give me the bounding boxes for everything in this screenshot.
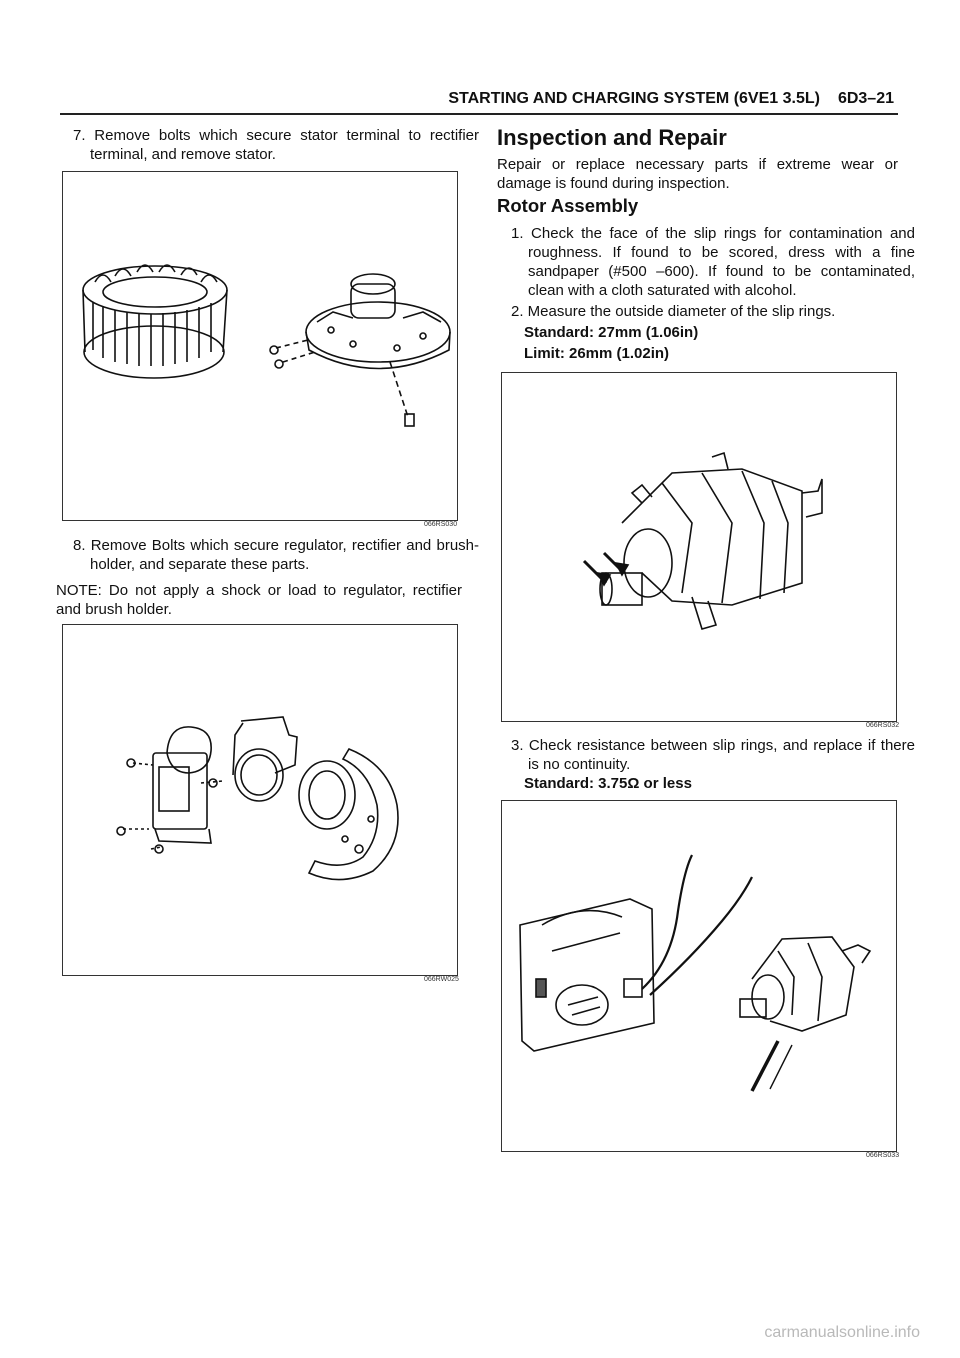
meter-illustration — [502, 801, 896, 1151]
section-number: 6D3–21 — [837, 90, 894, 107]
regulator-illustration — [63, 625, 457, 975]
rotor-illustration — [502, 373, 896, 721]
subheading-rotor: Rotor Assembly — [497, 195, 639, 216]
header-title: STARTING AND CHARGING SYSTEM (6VE1 3.5L) — [448, 90, 820, 107]
figure-stator-removal — [62, 171, 458, 521]
page-header — [448, 90, 894, 108]
step-8-text: 8. Remove Bolts which secure regulator, rectifier and brush-holder, and separate these parts. — [73, 537, 479, 573]
section-heading: Inspection and Repair — [497, 125, 727, 150]
figure-2-code: 066RW025 — [424, 976, 459, 983]
figure-1-code: 066RS030 — [424, 521, 458, 528]
figure-continuity-test — [501, 800, 897, 1152]
note-text: NOTE: Do not apply a shock or load to regulator, rectifier and brush holder. — [56, 582, 462, 618]
step-3-text: 3. Check resistance between slip rings, and replace if there is no continuity. — [511, 737, 915, 773]
step-1-text: 1. Check the face of the slip rings for contamination and roughness. If found to be scored, dress with a fine sandpaper (#500 –600). If found to be contaminated, clean with a cloth saturated with alcohol. — [511, 225, 915, 299]
standard-resistance: Standard: 3.75Ω or less — [524, 775, 692, 792]
stator-illustration — [63, 172, 457, 520]
header-rule — [60, 113, 898, 115]
figure-regulator-separation — [62, 624, 458, 976]
figure-4-code: 066RS033 — [866, 1152, 900, 1159]
watermark-text: carmanualsonline.info — [764, 1324, 920, 1341]
limit-diameter: Limit: 26mm (1.02in) — [524, 345, 670, 362]
figure-slip-ring-measure — [501, 372, 897, 722]
figure-3-code: 066RS032 — [866, 722, 900, 729]
step-2-text: 2. Measure the outside diameter of the slip rings. — [511, 303, 836, 320]
step-7-text: 7. Remove bolts which secure stator terminal to rectifier terminal, and remove stator. — [73, 127, 479, 163]
standard-diameter: Standard: 27mm (1.06in) — [524, 324, 699, 341]
intro-text: Repair or replace necessary parts if extreme wear or damage is found during inspection. — [497, 156, 898, 192]
